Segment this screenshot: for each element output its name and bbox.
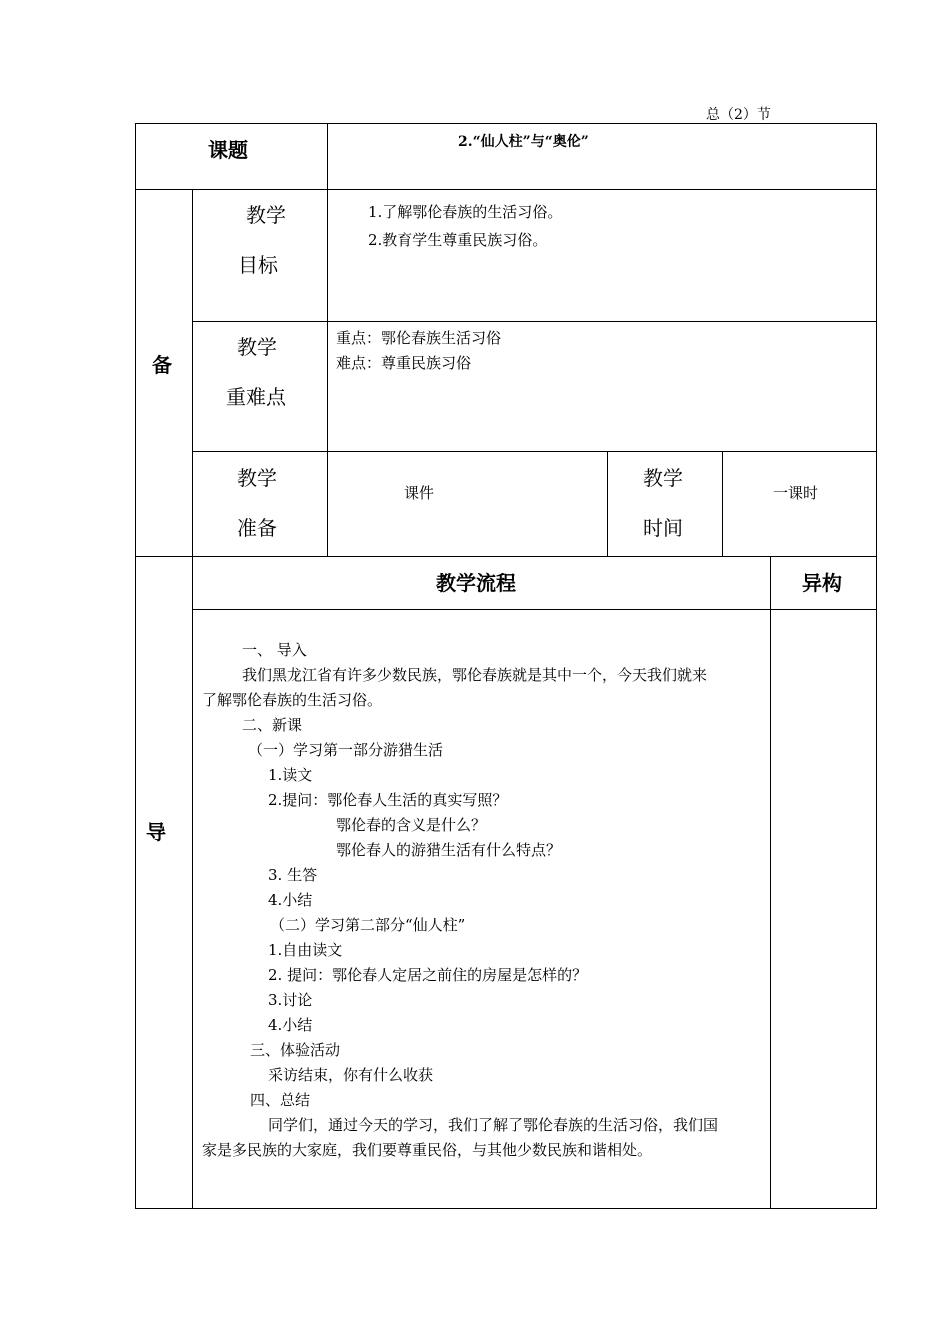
flow-line: （二）学习第二部分“仙人柱” [270, 916, 466, 934]
guide-side-label: 导 [146, 820, 166, 844]
flow-line: 3.讨论 [268, 991, 313, 1009]
flow-line: 三、体验活动 [250, 1041, 341, 1059]
time-value: 一课时 [773, 484, 819, 502]
flow-line: （一）学习第一部分游猎生活 [248, 741, 444, 759]
flow-line: 家是多民族的大家庭，我们要尊重民俗，与其他少数民族和谐相处。 [202, 1141, 653, 1159]
variant-header: 异构 [802, 571, 842, 595]
flow-line: 鄂伦春人的游猎生活有什么特点？ [336, 841, 562, 859]
lesson-count: 总（2）节 [706, 107, 771, 123]
time-label-line1: 教学 [643, 466, 683, 490]
topic-label: 课题 [208, 138, 248, 162]
keypoint-focus: 重点：鄂伦春族生活习俗 [336, 329, 502, 347]
goal-item-1: 1.了解鄂伦春族的生活习俗。 [368, 203, 563, 221]
flow-line: 4.小结 [268, 1016, 313, 1034]
prep-value: 课件 [404, 484, 435, 502]
flow-line: 鄂伦春的含义是什么？ [336, 816, 487, 834]
goal-item-2: 2.教育学生尊重民族习俗。 [368, 231, 548, 249]
goals-label-line2: 目标 [238, 253, 278, 277]
goals-label-line1: 教学 [246, 203, 286, 227]
prep-label-line1: 教学 [237, 466, 277, 490]
flow-line: 了解鄂伦春族的生活习俗。 [202, 691, 383, 709]
flow-line: 1.读文 [268, 766, 313, 784]
flow-line: 1.自由读文 [268, 941, 343, 959]
prep-label-line2: 准备 [237, 516, 277, 540]
flow-line: 一、 导入 [242, 641, 307, 659]
flow-line: 四、总结 [250, 1091, 311, 1109]
topic-value: 2.“仙人柱”与“奥伦” [458, 134, 589, 150]
flow-line: 2. 提问：鄂伦春人定居之前住的房屋是怎样的？ [268, 966, 588, 984]
flow-line: 采访结束，你有什么收获 [268, 1066, 434, 1084]
keypoint-difficulty: 难点：尊重民族习俗 [336, 354, 472, 372]
flow-line: 3. 生答 [268, 866, 318, 884]
flow-line: 2.提问：鄂伦春人生活的真实写照？ [268, 791, 508, 809]
flow-line: 二、新课 [242, 716, 303, 734]
time-label-line2: 时间 [643, 516, 683, 540]
keypoints-label-line1: 教学 [237, 335, 277, 359]
prep-side-label: 备 [152, 353, 172, 377]
flow-line: 4.小结 [268, 891, 313, 909]
flow-header: 教学流程 [436, 571, 516, 595]
keypoints-label-line2: 重难点 [226, 385, 286, 409]
flow-line: 我们黑龙江省有许多少数民族，鄂伦春族就是其中一个，今天我们就来 [242, 666, 708, 684]
flow-line: 同学们，通过今天的学习，我们了解了鄂伦春族的生活习俗，我们国 [268, 1116, 719, 1134]
